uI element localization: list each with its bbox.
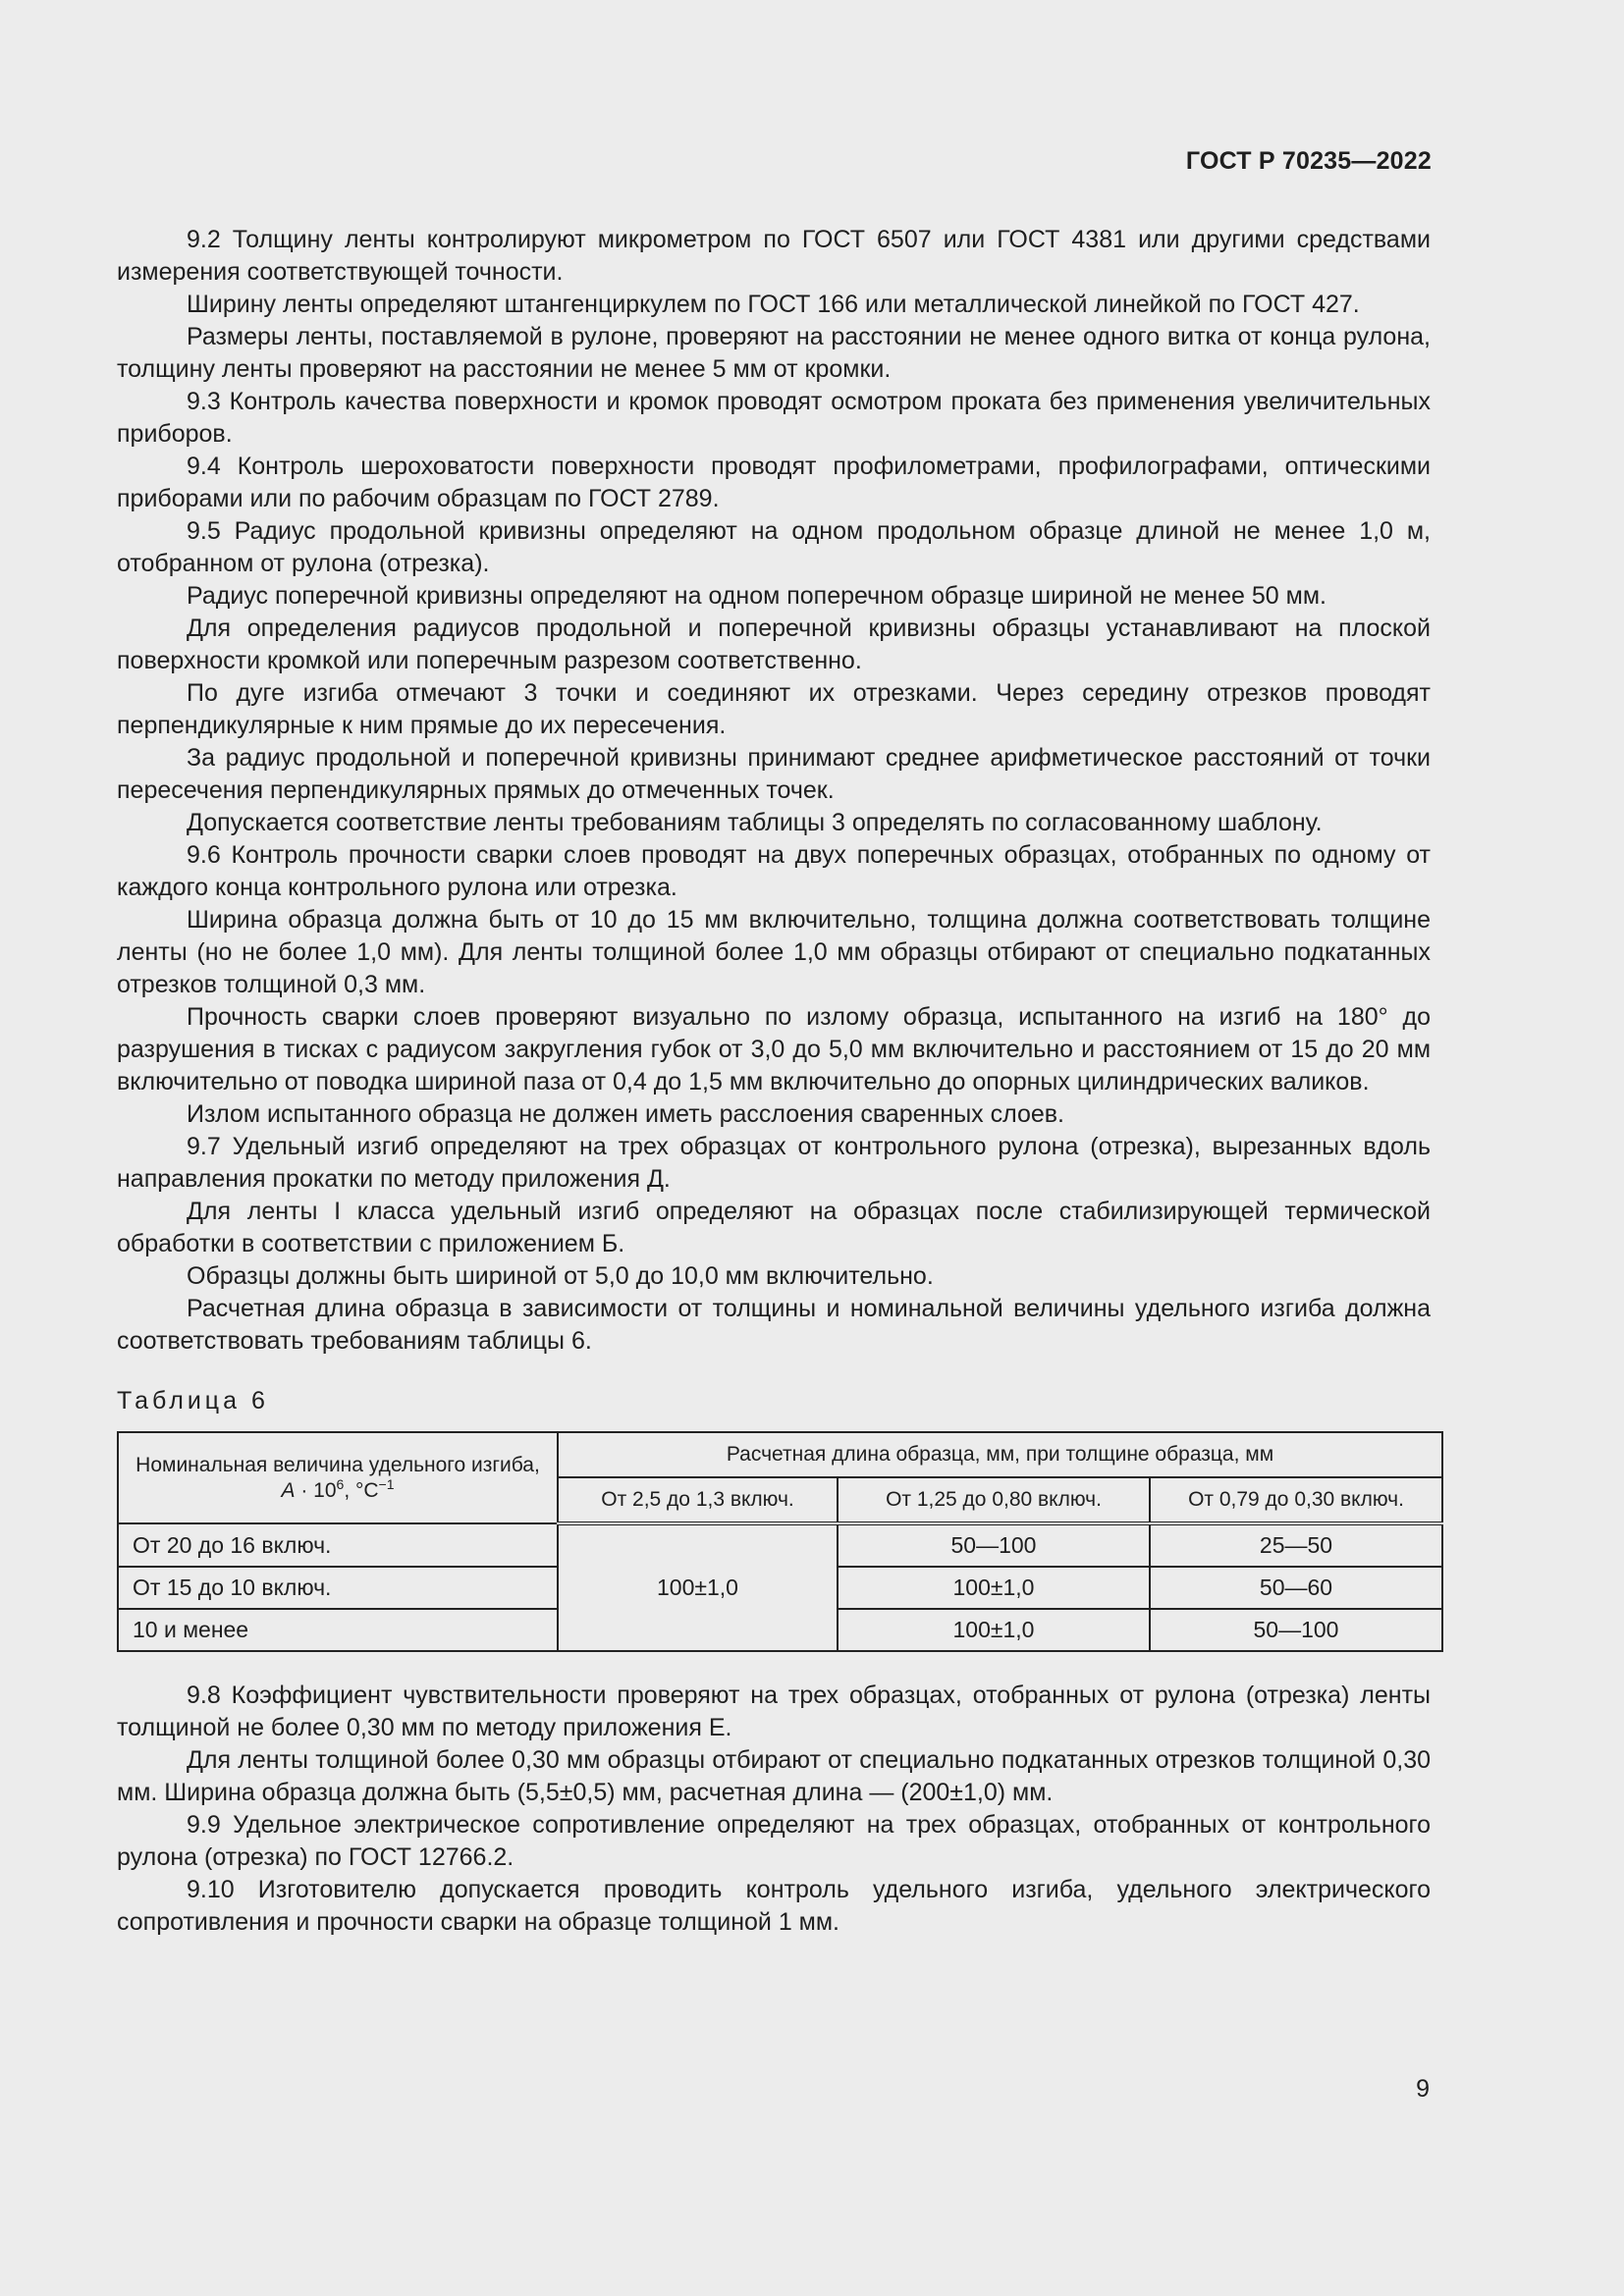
table-6 [117, 1431, 1443, 1652]
table-row [118, 1523, 1442, 1567]
paragraph: Допускается соответствие ленты требованиям таблицы 3 определять по согласованному шаблону. [187, 809, 1323, 836]
document-code-header: ГОСТ Р 70235—2022 [1185, 147, 1432, 175]
column-header-thickness-1: От 2,5 до 1,3 включ. [558, 1477, 838, 1523]
paragraph: Прочность сварки слоев проверяют визуально по излому образца, испытанного на изгиб на 180° до разрушения в тисках с радиусом закругления губок от 3,0 до 5,0 мм включительно и расстоянием от 15 до 20 мм включительно от поводка шириной паза от 0,4 до 1,5 мм включительно до опорных цилиндрических валиков. [117, 1003, 1431, 1095]
paragraph: Образцы должны быть шириной от 5,0 до 10,0 мм включительно. [187, 1262, 934, 1290]
table-cell-label: От 15 до 10 включ. [118, 1567, 558, 1609]
document-body [117, 224, 1431, 1939]
paragraph: Излом испытанного образца не должен иметь расслоения сваренных слоев. [187, 1100, 1065, 1128]
column-header-thickness-2: От 1,25 до 0,80 включ. [838, 1477, 1150, 1523]
paragraphs-after-table [117, 1680, 1431, 1939]
paragraphs-before-table [117, 224, 1431, 1358]
table-cell-label: От 20 до 16 включ. [118, 1523, 558, 1567]
paragraph-9-10: 9.10 Изготовителю допускается проводить контроль удельного изгиба, удельного электрического сопротивления и прочности сварки на образце толщиной 1 мм. [117, 1876, 1431, 1936]
table-cell: 100±1,0 [838, 1609, 1150, 1651]
paragraph-9-5: 9.5 Радиус продольной кривизны определяют на одном продольном образце длиной не менее 1,0 м, отобранном от рулона (отрезка). [117, 517, 1431, 577]
table-cell: 25—50 [1150, 1523, 1442, 1567]
paragraph-9-4: 9.4 Контроль шероховатости поверхности проводят профилометрами, профилографами, оптическими приборами или по рабочим образцам по ГОСТ 2789. [117, 453, 1431, 512]
paragraph: Ширину ленты определяют штангенциркулем по ГОСТ 166 или металлической линейкой по ГОСТ 427. [187, 291, 1360, 318]
paragraph-9-6: 9.6 Контроль прочности сварки слоев проводят на двух поперечных образцах, отобранных по одному от каждого конца контрольного рулона или отрезка. [117, 841, 1431, 901]
paragraph: За радиус продольной и поперечной кривизны принимают среднее арифметическое расстояний от точки пересечения перпендикулярных прямых до отмеченных точек. [117, 744, 1431, 804]
paragraph: Для определения радиусов продольной и поперечной кривизны образцы устанавливают на плоской поверхности кромкой или поперечным разрезом соответственно. [117, 614, 1431, 674]
paragraph: Для ленты I класса удельный изгиб определяют на образцах после стабилизирующей термической обработки в соответствии с приложением Б. [117, 1198, 1431, 1257]
table-header-row [118, 1432, 1442, 1477]
paragraph: Ширина образца должна быть от 10 до 15 мм включительно, толщина должна соответствовать толщине ленты (но не более 1,0 мм). Для ленты толщиной более 1,0 мм образцы отбирают от специально подкатанных отрезков толщиной 0,3 мм. [117, 906, 1431, 998]
paragraph-9-2: 9.2 Толщину ленты контролируют микрометром по ГОСТ 6507 или ГОСТ 4381 или другими средствами измерения соответствующей точности. [117, 226, 1431, 286]
page-number: 9 [1416, 2075, 1430, 2103]
table-cell: 50—100 [838, 1523, 1150, 1567]
table-cell-merged: 100±1,0 [558, 1523, 838, 1651]
column-group-header-length: Расчетная длина образца, мм, при толщине образца, мм [558, 1432, 1442, 1477]
paragraph: Радиус поперечной кривизны определяют на одном поперечном образце шириной не менее 50 мм. [187, 582, 1326, 610]
paragraph: Для ленты толщиной более 0,30 мм образцы отбирают от специально подкатанных отрезков толщиной 0,30 мм. Ширина образца должна быть (5,5±0,5) мм, расчетная длина — (200±1,0) мм. [117, 1746, 1431, 1806]
table-cell-label: 10 и менее [118, 1609, 558, 1651]
paragraph-9-3: 9.3 Контроль качества поверхности и кромок проводят осмотром проката без применения увеличительных приборов. [117, 388, 1431, 448]
paragraph: Размеры ленты, поставляемой в рулоне, проверяют на расстоянии не менее одного витка от конца рулона, толщину ленты проверяют на расстоянии не менее 5 мм от кромки. [117, 323, 1431, 383]
paragraph: Расчетная длина образца в зависимости от толщины и номинальной величины удельного изгиба должна соответствовать требованиям таблицы 6. [117, 1295, 1431, 1355]
column-header-thickness-3: От 0,79 до 0,30 включ. [1150, 1477, 1442, 1523]
paragraph: По дуге изгиба отмечают 3 точки и соединяют их отрезками. Через середину отрезков проводят перпендикулярные к ним прямые до их пересечения. [117, 679, 1431, 739]
table-cell: 100±1,0 [838, 1567, 1150, 1609]
paragraph-9-7: 9.7 Удельный изгиб определяют на трех образцах от контрольного рулона (отрезка), вырезанных вдоль направления прокатки по методу приложения Д. [117, 1133, 1431, 1193]
column-header-nominal-bend: Номинальная величина удельного изгиба, $A \cdot 10^6$, $^\circ C^{-1}$ [118, 1432, 558, 1523]
table-cell: 50—60 [1150, 1567, 1442, 1609]
paragraph-9-8: 9.8 Коэффициент чувствительности проверяют на трех образцах, отобранных от рулона (отрезка) ленты толщиной не более 0,30 мм по методу приложения Е. [117, 1682, 1431, 1741]
table-cell: 50—100 [1150, 1609, 1442, 1651]
table-caption: Таблица 6 [117, 1387, 269, 1415]
paragraph-9-9: 9.9 Удельное электрическое сопротивление определяют на трех образцах, отобранных от контрольного рулона (отрезка) по ГОСТ 12766.2. [117, 1811, 1431, 1871]
